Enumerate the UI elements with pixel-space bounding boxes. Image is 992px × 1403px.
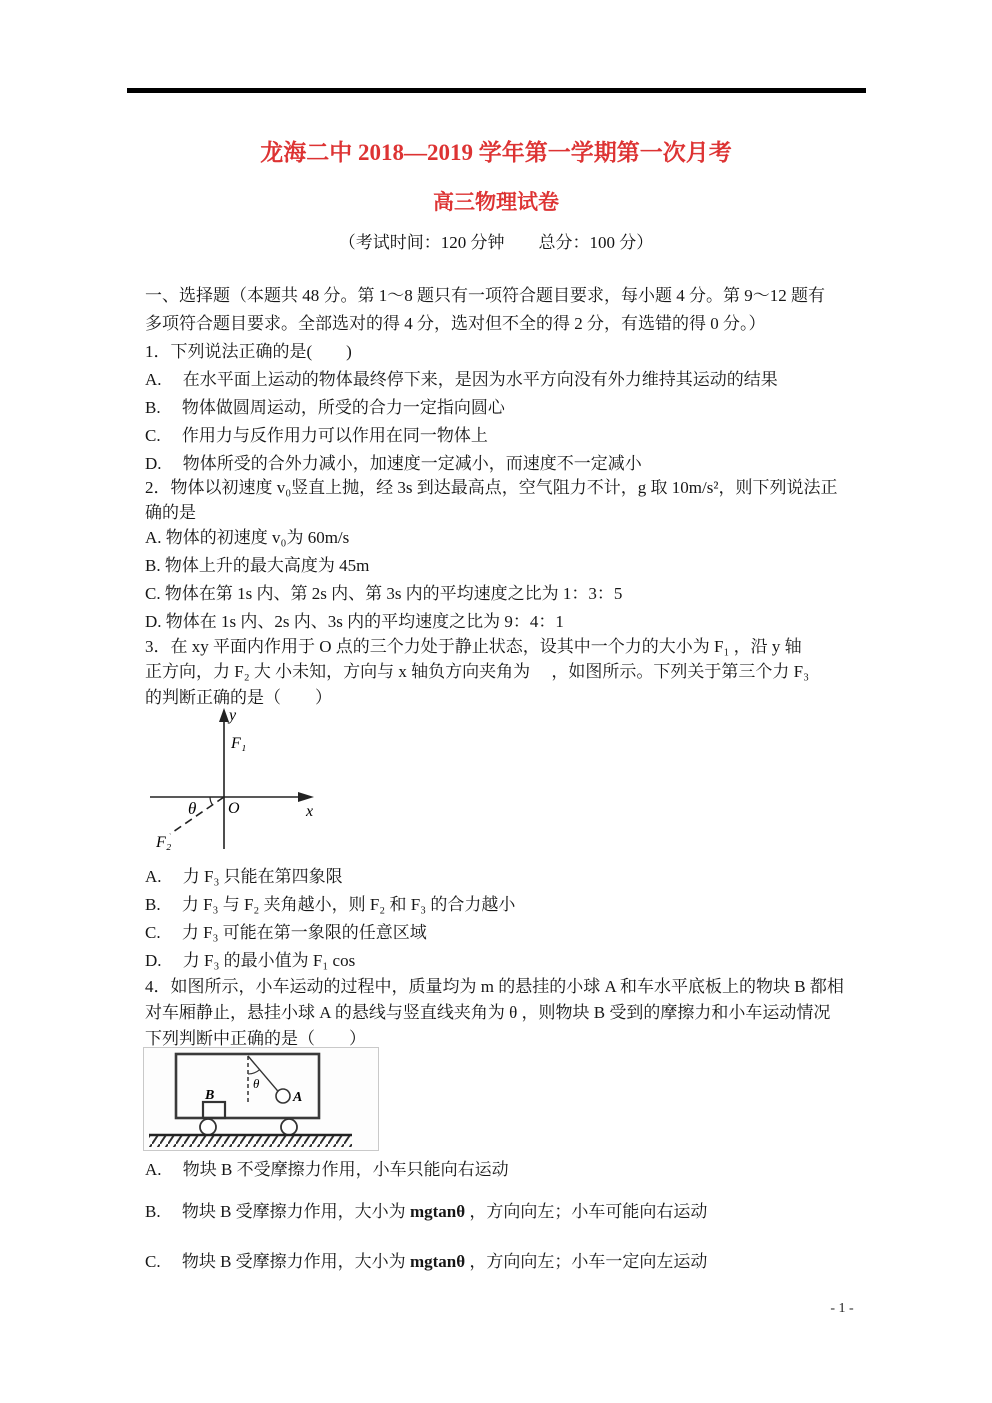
question-1-option-c: C. 作用力与反作用力可以作用在同一物体上: [145, 426, 488, 445]
q3-figure-force-diagram: [148, 706, 324, 856]
q4-fig-ground-hatching: [149, 1136, 352, 1147]
question-4-stem-line2: 对车厢静止，悬挂小球 A 的悬线与竖直线夹角为 θ ，则物块 B 受到的摩擦力和小车运动情况: [145, 1003, 831, 1022]
q3-fig-y-axis-label: y: [229, 707, 237, 724]
section1-intro-line2: 多项符合题目要求。全部选对的得 4 分，选对但不全的得 2 分，有选错的得 0 分。）: [145, 314, 766, 333]
question-4-stem-line1: 4．如图所示，小车运动的过程中，质量均为 m 的悬挂的小球 A 和车水平底板上的物块 B 都相: [145, 977, 844, 996]
question-3-stem-line3: 的判断正确的是（ ）: [145, 688, 332, 707]
header-rule: [127, 88, 866, 93]
q4-fig-theta-arc: [248, 1070, 260, 1074]
q4-fig-theta-label: θ: [253, 1076, 260, 1091]
q4-option-b-formula: mgtanθ: [409, 1202, 466, 1221]
q3-fig-theta-label: θ: [188, 799, 197, 818]
q4-fig-wheel-left: [200, 1119, 216, 1135]
q4-option-c-formula: mgtanθ: [409, 1252, 466, 1271]
question-4-option-c: [145, 1251, 707, 1273]
q4-option-c-text-tail: ，方向向左；小车一定向左运动: [465, 1252, 708, 1271]
question-3-option-a: A. 力 F₃ 只能在第四象限: [145, 867, 343, 886]
document-title: 龙海二中 2018—2019 学年第一学期第一次月考: [260, 140, 732, 165]
q4-fig-wheel-right: [281, 1119, 297, 1135]
q4-option-b-text: B. 物块 B 受摩擦力作用，大小为: [145, 1202, 410, 1221]
exam-info: （考试时间：120 分钟 总分：100 分）: [338, 233, 654, 252]
question-2-option-d: D. 物体在 1s 内、2s 内、3s 内的平均速度之比为 9：4：1: [145, 612, 564, 631]
question-2-option-b: B. 物体上升的最大高度为 45m: [145, 556, 370, 575]
question-2-stem-line2: 确的是: [145, 503, 196, 522]
question-1-option-b: B. 物体做圆周运动，所受的合力一定指向圆心: [145, 398, 505, 417]
question-1-stem: 1．下列说法正确的是( ): [145, 342, 352, 361]
q3-fig-f2-label: F₂: [156, 834, 172, 851]
q3-fig-f1-label: F₁: [231, 735, 247, 752]
question-3-option-d: D. 力 F₃ 的最小值为 F₁ cos: [145, 951, 356, 970]
q4-fig-ball-a-label: A: [293, 1090, 303, 1105]
q3-fig-y-arrowhead: [219, 708, 229, 722]
q4-option-b-text-tail: ，方向向左；小车可能向右运动: [465, 1202, 708, 1221]
q3-fig-theta-arc: [210, 797, 213, 805]
q3-fig-f2-dashed-line: [170, 797, 224, 834]
question-2-option-a: A. 物体的初速度 v₀为 60m/s: [145, 528, 350, 547]
question-3-stem-line2: 正方向，力 F₂ 大 小未知，方向与 x 轴负方向夹角为 ，如图所示。下列关于第三个力 F₃: [145, 662, 810, 681]
question-2-stem-line1: 2．物体以初速度 v₀竖直上抛，经 3s 到达最高点，空气阻力不计，g 取 10m/s²，则下列说法正: [145, 478, 838, 497]
section1-intro-line1: 一、选择题（本题共 48 分。第 1～8 题只有一项符合题目要求，每小题 4 分。第 9～12 题有: [145, 286, 825, 305]
question-4-option-b: [145, 1201, 707, 1223]
q3-fig-origin-label: O: [228, 800, 240, 817]
question-3-option-b: B. 力 F₃ 与 F₂ 夹角越小，则 F₂ 和 F₃ 的合力越小: [145, 895, 516, 914]
q4-fig-ball-a: [276, 1089, 290, 1103]
question-1-option-a: A. 在水平面上运动的物体最终停下来，是因为水平方向没有外力维持其运动的结果: [145, 370, 778, 389]
document-subtitle: 高三物理试卷: [433, 190, 559, 214]
q4-fig-block-b: [203, 1102, 225, 1118]
page-number: - 1 -: [830, 1301, 854, 1316]
question-3-option-c: C. 力 F₃ 可能在第一象限的任意区域: [145, 923, 427, 942]
question-3-stem-line1: 3．在 xy 平面内作用于 O 点的三个力处于静止状态，设其中一个力的大小为 F₁ ，沿 y 轴: [145, 637, 802, 656]
question-1-option-d: D. 物体所受的合外力减小，加速度一定减小，而速度不一定减小: [145, 454, 642, 473]
question-4-stem-line3: 下列判断中正确的是（ ）: [145, 1029, 366, 1048]
q3-fig-x-axis-label: x: [306, 803, 314, 820]
q3-fig-x-arrowhead: [298, 792, 314, 802]
q4-figure-cart-diagram: [143, 1047, 379, 1151]
q4-fig-block-b-label: B: [205, 1088, 215, 1103]
question-2-option-c: C. 物体在第 1s 内、第 2s 内、第 3s 内的平均速度之比为 1：3：5: [145, 584, 623, 603]
q4-option-c-text: C. 物块 B 受摩擦力作用，大小为: [145, 1252, 410, 1271]
question-4-option-a: A. 物块 B 不受摩擦力作用，小车只能向右运动: [145, 1160, 509, 1179]
